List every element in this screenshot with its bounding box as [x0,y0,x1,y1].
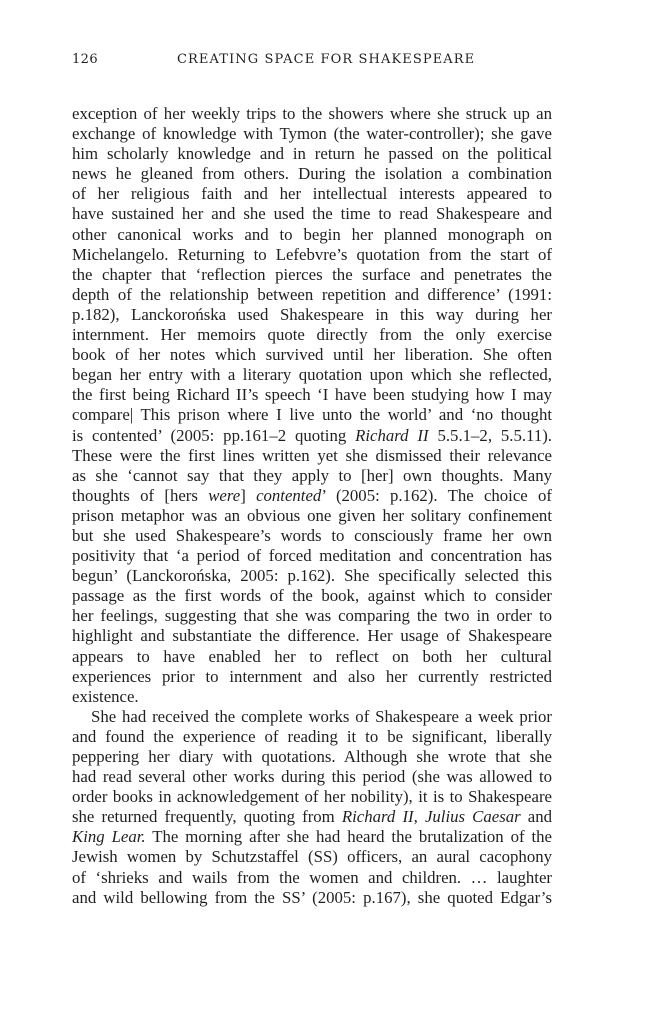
text-fragment: she returned frequently, quoting from [72,807,342,827]
text-line: depth of the relationship between repetition and difference’ (1991: [72,284,552,304]
play-title: Richard II [341,807,414,827]
text-line: but she used Shakespeare’s words to consciously frame her own [72,525,552,545]
text-line: the first being Richard II’s speech ‘I have been studying how I may [72,385,552,405]
text-line: passage as the first words of the book, against which to consider [72,586,552,606]
body-text [72,104,552,908]
play-title: Julius Caesar [424,807,521,827]
emphasis: were [208,485,241,505]
text-line: compare| This prison where I live unto the world’ and ‘no thought [72,405,552,425]
text-line: Michelangelo. Returning to Lefebvre’s quotation from the start of [72,244,552,264]
text-fragment: ] [240,485,257,505]
text-line [72,486,552,506]
text-line: of ‘shrieks and wails from the women and children. … laughter [72,867,552,887]
text-line: had read several other works during this period (she was allowed to [72,767,552,787]
text-line: prison metaphor was an obvious one given her solitary confinement [72,505,552,525]
paragraph-2 [72,707,552,908]
text-line: as she ‘cannot say that they apply to [her] own thoughts. Many [72,465,552,485]
text-line [72,807,552,827]
text-fragment: 5.5.1–2, 5.5.11). [428,425,552,445]
running-header [72,52,552,72]
text-line: positivity that ‘a period of forced meditation and concentration has [72,546,552,566]
text-line: her feelings, suggesting that she was comparing the two in order to [72,606,552,626]
text-line: She had received the complete works of Shakespeare a week prior [91,706,552,726]
text-fragment: , [413,807,425,827]
text-line: other canonical works and to begin her planned monograph on [72,224,552,244]
text-line: p.182), Lanckorońska used Shakespeare in this way during her [72,304,552,324]
text-fragment: and [520,807,553,827]
text-line: internment. Her memoirs quote directly from the only exercise [72,325,552,345]
page-number: 126 [72,52,99,67]
text-fragment: thoughts of [hers [72,485,209,505]
play-title: King Lear. [72,827,146,847]
text-fragment: is contented’ (2005: pp.161–2 quoting [72,425,356,445]
text-line: the chapter that ‘reflection pierces the surface and penetrates the [72,264,552,284]
text-line [72,426,552,446]
text-line: and found the experience of reading it to be significant, liberally [72,726,552,746]
text-line: news he gleaned from others. During the isolation a combination [72,164,552,184]
text-line: experiences prior to internment and also her currently restricted [72,666,552,686]
text-line: Jewish women by Schutzstaffel (SS) officers, an aural cacophony [72,847,552,867]
text-line: highlight and substantiate the difference. Her usage of Shakespeare [72,626,552,646]
paragraph-1 [72,104,552,707]
text-line: have sustained her and she used the time to read Shakespeare and [72,204,552,224]
text-line [72,827,552,847]
text-line: book of her notes which survived until her liberation. She often [72,345,552,365]
text-line: of her religious faith and her intellectual interests appeared to [72,184,552,204]
text-line: These were the first lines written yet she dismissed their relevance [72,445,552,465]
text-line: exchange of knowledge with Tymon (the water-controller); she gave [72,124,552,144]
text-fragment: The morning after she had heard the brutalization of the [145,827,552,847]
text-line: him scholarly knowledge and in return he passed on the political [72,144,552,164]
text-line: appears to have enabled her to reflect on both her cultural [72,646,552,666]
running-head-title: CREATING SPACE FOR SHAKESPEARE [177,52,476,67]
text-fragment: ’ (2005: p.162). The choice of [321,485,552,505]
text-line: exception of her weekly trips to the showers where she struck up an [72,104,552,123]
text-line: begun’ (Lanckorońska, 2005: p.162). She specifically selected this [72,566,552,586]
play-title: Richard II [355,425,429,445]
text-line: existence. [72,686,139,706]
text-line: order books in acknowledgement of her nobility), it is to Shakespeare [72,787,552,807]
emphasis: contented [256,485,322,505]
text-line: peppering her diary with quotations. Although she wrote that she [72,747,552,766]
text-line: and wild bellowing from the SS’ (2005: p.167), she quoted Edgar’s [72,887,552,907]
text-line: began her entry with a literary quotation upon which she reflected, [72,365,552,385]
